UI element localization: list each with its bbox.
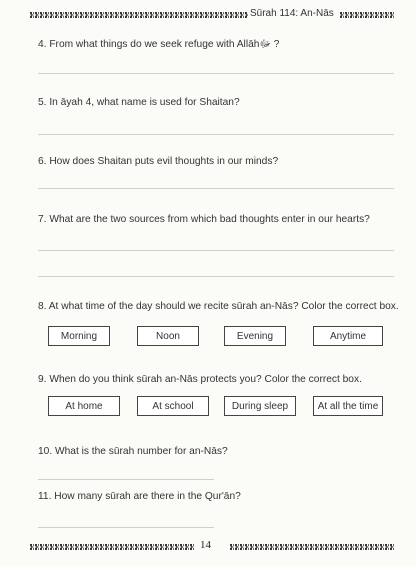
answer-line[interactable] (38, 527, 214, 528)
question-8: 8. At what time of the day should we recite sūrah an-Nās? Color the correct box. (38, 301, 399, 312)
answer-line[interactable] (38, 134, 394, 135)
top-border-right (340, 12, 394, 18)
option-morning[interactable]: Morning (48, 326, 110, 346)
bottom-border-left (30, 544, 194, 550)
answer-line[interactable] (38, 250, 394, 251)
bottom-border-right (230, 544, 394, 550)
answer-line[interactable] (38, 276, 394, 277)
option-evening[interactable]: Evening (224, 326, 286, 346)
answer-line[interactable] (38, 73, 394, 74)
question-10: 10. What is the sūrah number for an-Nās? (38, 446, 228, 457)
option-at-home[interactable]: At home (48, 396, 120, 416)
question-6: 6. How does Shaitan puts evil thoughts in our minds? (38, 156, 279, 167)
option-noon[interactable]: Noon (137, 326, 199, 346)
question-9: 9. When do you think sūrah an-Nās protects you? Color the correct box. (38, 374, 362, 385)
answer-line[interactable] (38, 479, 214, 480)
option-at-school[interactable]: At school (137, 396, 209, 416)
question-5: 5. In āyah 4, what name is used for Shaitan? (38, 97, 240, 108)
page-header-title: Sūrah 114: An-Nās (250, 8, 334, 19)
option-at-all-the-time[interactable]: At all the time (313, 396, 383, 416)
option-during-sleep[interactable]: During sleep (224, 396, 296, 416)
question-11: 11. How many sūrah are there in the Qur'ān? (38, 491, 241, 502)
option-anytime[interactable]: Anytime (313, 326, 383, 346)
top-border-left (30, 12, 248, 18)
question-4: 4. From what things do we seek refuge with Allāhﷻ ? (38, 39, 280, 50)
answer-line[interactable] (38, 188, 394, 189)
question-7: 7. What are the two sources from which bad thoughts enter in our hearts? (38, 214, 370, 225)
page-number: 14 (200, 539, 211, 551)
